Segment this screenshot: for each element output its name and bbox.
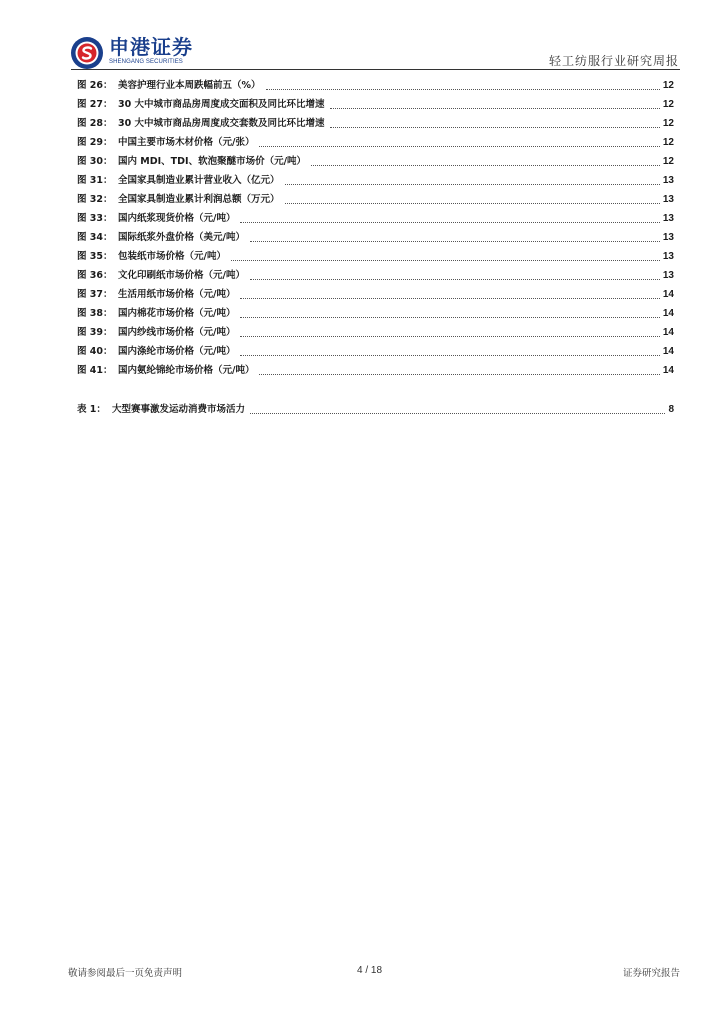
entry-number: 图 34：	[77, 231, 113, 243]
entry-title: 国内 MDI、TDI、软泡聚醚市场价（元/吨）	[118, 155, 307, 167]
entry-page-number: 12	[662, 79, 674, 91]
dot-leader	[240, 316, 659, 318]
figure-index-entry[interactable]	[77, 152, 674, 171]
figure-index-entry[interactable]	[77, 247, 674, 266]
entry-title: 全国家具制造业累计利润总额（万元）	[118, 193, 280, 205]
page-footer	[0, 960, 724, 990]
entry-title: 大型赛事激发运动消费市场活力	[112, 403, 246, 415]
entry-number: 图 41：	[77, 364, 113, 376]
dot-leader	[259, 373, 659, 375]
dot-leader	[231, 259, 660, 261]
entry-number: 图 27：	[77, 98, 113, 110]
dot-leader	[259, 145, 659, 147]
entry-number: 图 26：	[77, 79, 113, 91]
entry-title: 国内棉花市场价格（元/吨）	[118, 307, 236, 319]
entry-number: 图 37：	[77, 288, 113, 300]
figure-index-entry[interactable]	[77, 361, 674, 380]
figure-index-entry[interactable]	[77, 285, 674, 304]
entry-page-number: 14	[662, 326, 674, 338]
table-index-entry[interactable]	[77, 400, 674, 419]
figure-index-entry[interactable]	[77, 76, 674, 95]
entry-page-number: 12	[662, 98, 674, 110]
entry-title: 中国主要市场木材价格（元/张）	[118, 136, 255, 148]
report-title: 轻工纺服行业研究周报	[548, 54, 679, 68]
dot-leader	[240, 354, 659, 356]
entry-page-number: 13	[662, 250, 674, 262]
figure-index-entry[interactable]	[77, 342, 674, 361]
figure-index-entry[interactable]	[77, 171, 674, 190]
entry-number: 图 40：	[77, 345, 113, 357]
figure-index-entry[interactable]	[77, 266, 674, 285]
entry-title: 生活用纸市场价格（元/吨）	[118, 288, 236, 300]
header-divider	[71, 69, 680, 70]
figure-index-entry[interactable]	[77, 209, 674, 228]
entry-page-number: 14	[662, 307, 674, 319]
entry-number: 图 31：	[77, 174, 113, 186]
entry-number: 图 38：	[77, 307, 113, 319]
figure-list	[77, 76, 674, 380]
logo-text-en: SHENGANG SECURITIES	[109, 59, 183, 65]
entry-title: 30 大中城市商品房周度成交面积及同比环比增速	[118, 98, 325, 110]
entry-title: 美容护理行业本周跌幅前五（%）	[118, 79, 261, 91]
page-number: 4 / 18	[357, 965, 383, 976]
entry-page-number: 13	[662, 231, 674, 243]
entry-page-number: 14	[662, 288, 674, 300]
entry-title: 国内纸浆现货价格（元/吨）	[118, 212, 236, 224]
dot-leader	[240, 221, 659, 223]
figure-table-index	[77, 76, 674, 419]
figure-index-entry[interactable]	[77, 114, 674, 133]
dot-leader	[240, 297, 659, 299]
dot-leader	[250, 240, 660, 242]
entry-number: 图 36：	[77, 269, 113, 281]
entry-page-number: 13	[662, 269, 674, 281]
entry-title: 30 大中城市商品房周度成交套数及同比环比增速	[118, 117, 325, 129]
entry-number: 图 35：	[77, 250, 113, 262]
page-header	[0, 0, 724, 72]
entry-title: 包装纸市场价格（元/吨）	[118, 250, 226, 262]
entry-number: 图 30：	[77, 155, 113, 167]
entry-page-number: 8	[668, 403, 674, 415]
entry-number: 图 33：	[77, 212, 113, 224]
figure-index-entry[interactable]	[77, 95, 674, 114]
figure-index-entry[interactable]	[77, 304, 674, 323]
entry-title: 全国家具制造业累计营业收入（亿元）	[118, 174, 280, 186]
report-type-label: 证券研究报告	[622, 968, 680, 979]
figure-index-entry[interactable]	[77, 133, 674, 152]
entry-title: 国内涤纶市场价格（元/吨）	[118, 345, 236, 357]
figure-index-entry[interactable]	[77, 228, 674, 247]
entry-number: 图 32：	[77, 193, 113, 205]
dot-leader	[311, 164, 660, 166]
dot-leader	[250, 278, 660, 280]
entry-title: 国内氨纶锦纶市场价格（元/吨）	[118, 364, 255, 376]
entry-number: 图 28：	[77, 117, 113, 129]
shengang-logo-icon	[70, 36, 104, 70]
table-list	[77, 400, 674, 419]
entry-number: 表 1：	[77, 403, 106, 415]
entry-title: 国际纸浆外盘价格（美元/吨）	[118, 231, 245, 243]
entry-page-number: 14	[662, 345, 674, 357]
entry-title: 国内纱线市场价格（元/吨）	[118, 326, 236, 338]
entry-page-number: 13	[662, 193, 674, 205]
dot-leader	[285, 202, 660, 204]
entry-page-number: 13	[662, 174, 674, 186]
section-gap	[77, 380, 674, 400]
dot-leader	[240, 335, 659, 337]
logo-text-cn: 申港证券	[109, 35, 193, 59]
dot-leader	[330, 126, 660, 128]
entry-number: 图 39：	[77, 326, 113, 338]
entry-page-number: 12	[662, 155, 674, 167]
figure-index-entry[interactable]	[77, 190, 674, 209]
dot-leader	[330, 107, 660, 109]
entry-number: 图 29：	[77, 136, 113, 148]
disclaimer-note: 敬请参阅最后一页免责声明	[68, 968, 183, 979]
entry-page-number: 13	[662, 212, 674, 224]
entry-title: 文化印刷纸市场价格（元/吨）	[118, 269, 245, 281]
figure-index-entry[interactable]	[77, 323, 674, 342]
dot-leader	[285, 183, 660, 185]
entry-page-number: 12	[662, 136, 674, 148]
dot-leader	[266, 88, 660, 90]
entry-page-number: 14	[662, 364, 674, 376]
entry-page-number: 12	[662, 117, 674, 129]
dot-leader	[250, 412, 665, 414]
